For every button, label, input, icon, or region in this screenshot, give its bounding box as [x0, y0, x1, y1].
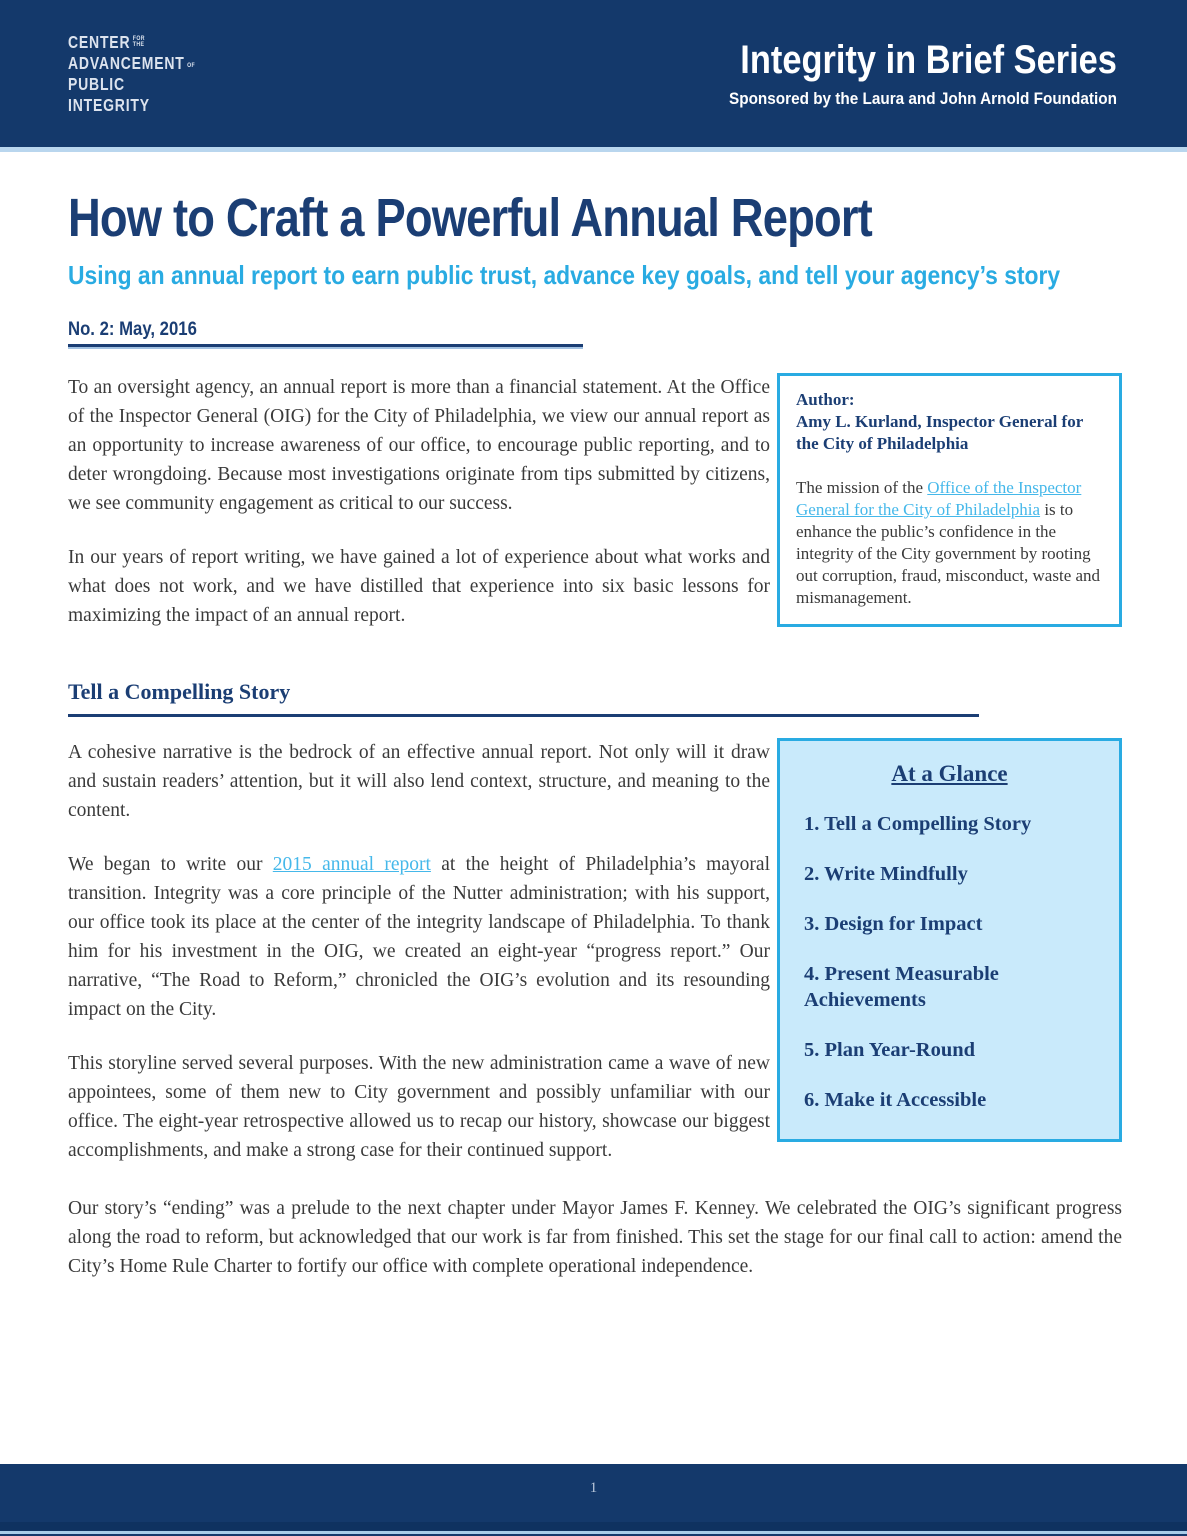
page-subtitle: Using an annual report to earn public trust, advance key goals, and tell your agency’s story [68, 260, 1061, 290]
author-box [777, 373, 1122, 627]
series-masthead [679, 39, 1117, 109]
author-sidebar [777, 373, 1122, 627]
logo-line [68, 74, 200, 95]
glance-item-6: 6. Make it Accessible [804, 1089, 987, 1111]
page-number: 1 [589, 1480, 598, 1496]
intro-paragraph-1: To an oversight agency, an annual report is more than a financial statement. At the Office of the Inspector General (OIG) for the City of Philadelphia, we view our annual report as an opportunity to increase awareness of our office, to encourage public reporting, and to deter wrongdoing. Because most investigations originate from tips submitted by citizens, we see community engagement as critical to our success. [68, 377, 770, 514]
glance-item-3: 3. Design for Impact [804, 913, 983, 935]
glance-item-1: 1. Tell a Compelling Story [804, 813, 1032, 835]
at-a-glance-title: At a Glance [891, 761, 1008, 786]
story-paragraph-2-post: at the height of Philadelphia’s mayoral transition. Integrity was a core principle of the Nutter administration; with his support, our office took its place at the center of the integrity landscape of Philadelphia. To thank him for his investment in the OIG, we created an eight-year “progress report.” Our narrative, “The Road to Reform,” chronicled the OIG’s evolution and its resounding impact on the City. [68, 854, 770, 1020]
section-heading-rule [68, 679, 979, 717]
glance-sidebar [777, 738, 1122, 1142]
logo-small-word: OF [187, 61, 196, 69]
issue-underline [68, 344, 583, 349]
footer-band [0, 1464, 1187, 1536]
glance-item-2: 2. Write Mindfully [804, 863, 968, 885]
closing-paragraph: Our story’s “ending” was a prelude to the next chapter under Mayor James F. Kenney. We celebrated the OIG’s significant progress along the road to reform, but acknowledged that our work is far from finished. This set the stage for our final call to action: amend the City’s Home Rule Charter to fortify our office with complete operational independence. [68, 1198, 1122, 1277]
main-content [0, 190, 1187, 1281]
story-paragraph-2 [68, 850, 770, 1024]
story-paragraph-1: A cohesive narrative is the bedrock of an effective annual report. Not only will it draw and sustain readers’ attention, but it will also lend context, structure, and meaning to the content. [68, 742, 770, 821]
logo-word: ADVANCEMENT [68, 52, 185, 73]
logo-line [68, 95, 200, 116]
mission-text [796, 477, 1103, 609]
logo-word: INTEGRITY [68, 94, 150, 115]
story-row [68, 738, 1122, 1190]
org-logo [68, 32, 200, 116]
glance-item-5: 5. Plan Year-Round [804, 1039, 976, 1061]
logo-small-word: FOR THE [132, 34, 145, 48]
logo-word: CENTER [68, 31, 131, 52]
logo-line [68, 53, 200, 74]
author-label: Author: [796, 390, 855, 409]
oig-website-link[interactable]: Office of the Inspector General for the City of Philadelphia [796, 478, 1082, 519]
series-sponsor: Sponsored by the Laura and John Arnold Foundation [729, 88, 1117, 108]
story-paragraph-3: This storyline served several purposes. With the new administration came a wave of new appointees, some of them new to City government and possibly unfamiliar with our office. The eight-year retrospective allowed us to recap our history, showcase our biggest accomplishments, and make a strong case for their continued support. [68, 1053, 770, 1161]
intro-column [68, 373, 770, 655]
mission-text-pre: The mission of the [796, 478, 928, 497]
logo-word: PUBLIC [68, 73, 125, 94]
intro-row [68, 373, 1122, 655]
section-heading: Tell a Compelling Story [68, 679, 291, 704]
page-title: How to Craft a Powerful Annual Report [68, 188, 872, 248]
intro-paragraph-2: In our years of report writing, we have gained a lot of experience about what works and what does not work, and we have distilled that experience into six basic lessons for maximizing the impact of an annual report. [68, 547, 770, 626]
series-title: Integrity in Brief Series [740, 37, 1117, 82]
logo-line [68, 32, 200, 53]
header-band [0, 0, 1187, 152]
mission-text-post: is to enhance the public’s confidence in the integrity of the City government by rooting out corruption, fraud, misconduct, waste and mismanagement. [796, 500, 1101, 607]
author-name: Amy L. Kurland, Inspector General for the City of Philadelphia [796, 412, 1083, 453]
at-a-glance-box [777, 738, 1122, 1142]
annual-report-link[interactable]: 2015 annual report [272, 854, 431, 875]
issue-date: No. 2: May, 2016 [68, 319, 197, 340]
glance-item-4: 4. Present Measurable Achievements [804, 963, 999, 1011]
story-column [68, 738, 770, 1190]
story-paragraph-2-pre: We began to write our [68, 854, 273, 875]
